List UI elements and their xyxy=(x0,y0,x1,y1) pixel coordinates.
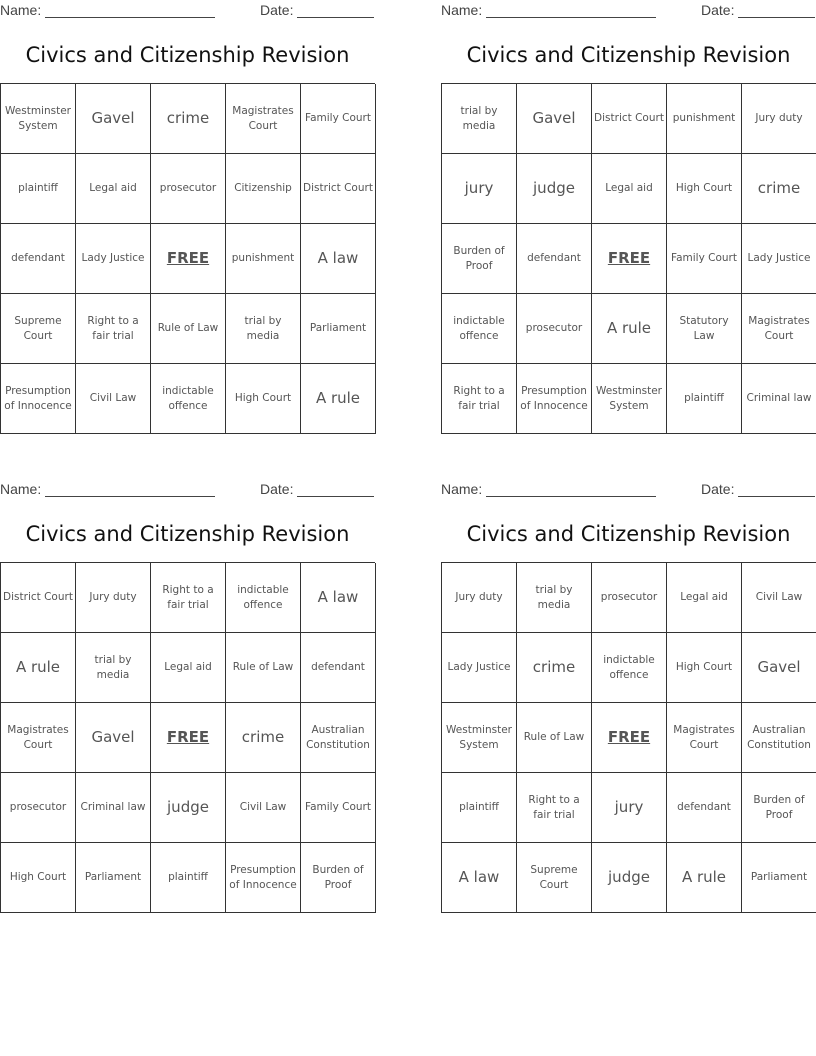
bingo-cell: Presumption of Innocence xyxy=(517,364,592,434)
bingo-cell: Jury duty xyxy=(442,563,517,633)
card-header-fields xyxy=(441,0,816,22)
name-field xyxy=(441,481,656,497)
bingo-cell: prosecutor xyxy=(592,563,667,633)
bingo-cell: Right to a fair trial xyxy=(151,563,226,633)
bingo-cell: Jury duty xyxy=(742,84,816,154)
bingo-cell: defendant xyxy=(301,633,376,703)
bingo-cell: High Court xyxy=(226,364,301,434)
bingo-cell: plaintiff xyxy=(151,843,226,913)
date-field xyxy=(701,481,815,497)
bingo-cell: A law xyxy=(442,843,517,913)
bingo-cell: judge xyxy=(151,773,226,843)
free-space-cell: FREE xyxy=(151,224,226,294)
name-blank-line xyxy=(486,5,656,18)
date-label: Date: xyxy=(701,481,735,497)
bingo-cell: Burden of Proof xyxy=(742,773,816,843)
bingo-cell: Statutory Law xyxy=(667,294,742,364)
bingo-cell: trial by media xyxy=(226,294,301,364)
bingo-cell: Gavel xyxy=(76,84,151,154)
bingo-cell: prosecutor xyxy=(517,294,592,364)
bingo-cell: Right to a fair trial xyxy=(442,364,517,434)
bingo-cell: Jury duty xyxy=(76,563,151,633)
bingo-cell: Presumption of Innocence xyxy=(226,843,301,913)
bingo-cell: indictable offence xyxy=(592,633,667,703)
card-title: Civics and Citizenship Revision xyxy=(25,43,350,67)
free-space-cell: FREE xyxy=(592,224,667,294)
bingo-cell: Lady Justice xyxy=(742,224,816,294)
bingo-cell: judge xyxy=(592,843,667,913)
bingo-grid xyxy=(441,562,816,913)
name-label: Name: xyxy=(441,481,483,497)
bingo-cell: punishment xyxy=(226,224,301,294)
name-blank-line xyxy=(486,484,656,497)
bingo-cell: High Court xyxy=(667,633,742,703)
bingo-cell: Criminal law xyxy=(742,364,816,434)
bingo-cell: Gavel xyxy=(76,703,151,773)
bingo-cell: High Court xyxy=(667,154,742,224)
card-title: Civics and Citizenship Revision xyxy=(466,43,791,67)
bingo-cell: Burden of Proof xyxy=(442,224,517,294)
bingo-cell: crime xyxy=(517,633,592,703)
bingo-cell: defendant xyxy=(1,224,76,294)
bingo-cell: Rule of Law xyxy=(517,703,592,773)
bingo-cell: Supreme Court xyxy=(1,294,76,364)
name-field xyxy=(0,2,215,18)
bingo-cell: Right to a fair trial xyxy=(517,773,592,843)
bingo-cell: Supreme Court xyxy=(517,843,592,913)
name-label: Name: xyxy=(0,2,42,18)
date-field xyxy=(701,2,815,18)
bingo-cell: District Court xyxy=(1,563,76,633)
bingo-cell: Legal aid xyxy=(592,154,667,224)
bingo-cell: jury xyxy=(592,773,667,843)
date-field xyxy=(260,2,374,18)
name-blank-line xyxy=(45,5,215,18)
bingo-cell: Rule of Law xyxy=(151,294,226,364)
date-label: Date: xyxy=(260,2,294,18)
free-space-cell: FREE xyxy=(151,703,226,773)
date-label: Date: xyxy=(701,2,735,18)
card-title: Civics and Citizenship Revision xyxy=(466,522,791,546)
bingo-cell: A rule xyxy=(1,633,76,703)
bingo-cell: Westminster System xyxy=(442,703,517,773)
bingo-cell: A rule xyxy=(667,843,742,913)
bingo-cell: Parliament xyxy=(301,294,376,364)
bingo-card xyxy=(0,479,375,913)
date-label: Date: xyxy=(260,481,294,497)
name-blank-line xyxy=(45,484,215,497)
bingo-cell: A rule xyxy=(592,294,667,364)
bingo-cell: jury xyxy=(442,154,517,224)
bingo-cell: High Court xyxy=(1,843,76,913)
bingo-cell: A law xyxy=(301,563,376,633)
bingo-grid xyxy=(0,562,375,913)
bingo-cell: A rule xyxy=(301,364,376,434)
bingo-cell: Criminal law xyxy=(76,773,151,843)
bingo-card xyxy=(0,0,375,434)
bingo-cell: trial by media xyxy=(442,84,517,154)
bingo-cell: Legal aid xyxy=(667,563,742,633)
card-header-fields xyxy=(441,479,816,501)
date-blank-line xyxy=(297,5,374,18)
date-blank-line xyxy=(738,484,815,497)
name-field xyxy=(441,2,656,18)
bingo-cell: plaintiff xyxy=(442,773,517,843)
bingo-cell: Lady Justice xyxy=(442,633,517,703)
date-blank-line xyxy=(738,5,815,18)
bingo-cell: judge xyxy=(517,154,592,224)
bingo-cell: Right to a fair trial xyxy=(76,294,151,364)
bingo-cell: prosecutor xyxy=(1,773,76,843)
bingo-cell: Westminster System xyxy=(1,84,76,154)
bingo-cell: Burden of Proof xyxy=(301,843,376,913)
card-header-fields xyxy=(0,479,375,501)
bingo-cell: punishment xyxy=(667,84,742,154)
bingo-cell: crime xyxy=(151,84,226,154)
bingo-cell: defendant xyxy=(517,224,592,294)
bingo-card xyxy=(441,479,816,913)
bingo-cell: indictable offence xyxy=(151,364,226,434)
bingo-cell: indictable offence xyxy=(442,294,517,364)
bingo-cell: defendant xyxy=(667,773,742,843)
name-label: Name: xyxy=(0,481,42,497)
bingo-cell: Legal aid xyxy=(76,154,151,224)
bingo-cell: plaintiff xyxy=(667,364,742,434)
bingo-cell: Lady Justice xyxy=(76,224,151,294)
bingo-cell: Parliament xyxy=(742,843,816,913)
bingo-cell: Family Court xyxy=(667,224,742,294)
bingo-cell: Civil Law xyxy=(76,364,151,434)
bingo-cell: District Court xyxy=(301,154,376,224)
bingo-cell: Magistrates Court xyxy=(742,294,816,364)
bingo-cell: Civil Law xyxy=(742,563,816,633)
bingo-cell: Presumption of Innocence xyxy=(1,364,76,434)
card-title: Civics and Citizenship Revision xyxy=(25,522,350,546)
bingo-cell: trial by media xyxy=(517,563,592,633)
bingo-cell: Family Court xyxy=(301,84,376,154)
bingo-cell: Westminster System xyxy=(592,364,667,434)
bingo-cell: Gavel xyxy=(742,633,816,703)
bingo-cell: Magistrates Court xyxy=(1,703,76,773)
bingo-cell: prosecutor xyxy=(151,154,226,224)
bingo-grid xyxy=(441,83,816,434)
bingo-cell: Magistrates Court xyxy=(226,84,301,154)
free-space-cell: FREE xyxy=(592,703,667,773)
bingo-cell: Gavel xyxy=(517,84,592,154)
bingo-cell: Citizenship xyxy=(226,154,301,224)
date-blank-line xyxy=(297,484,374,497)
bingo-cell: A law xyxy=(301,224,376,294)
bingo-cell: trial by media xyxy=(76,633,151,703)
bingo-cell: crime xyxy=(742,154,816,224)
bingo-cell: plaintiff xyxy=(1,154,76,224)
name-field xyxy=(0,481,215,497)
bingo-cell: Australian Constitution xyxy=(301,703,376,773)
bingo-cell: Rule of Law xyxy=(226,633,301,703)
bingo-grid xyxy=(0,83,375,434)
bingo-cell: Magistrates Court xyxy=(667,703,742,773)
name-label: Name: xyxy=(441,2,483,18)
bingo-cell: District Court xyxy=(592,84,667,154)
bingo-cell: crime xyxy=(226,703,301,773)
bingo-card xyxy=(441,0,816,434)
bingo-cell: Legal aid xyxy=(151,633,226,703)
date-field xyxy=(260,481,374,497)
bingo-cell: Family Court xyxy=(301,773,376,843)
card-header-fields xyxy=(0,0,375,22)
bingo-cell: Australian Constitution xyxy=(742,703,816,773)
bingo-cell: Parliament xyxy=(76,843,151,913)
bingo-cell: indictable offence xyxy=(226,563,301,633)
bingo-cell: Civil Law xyxy=(226,773,301,843)
